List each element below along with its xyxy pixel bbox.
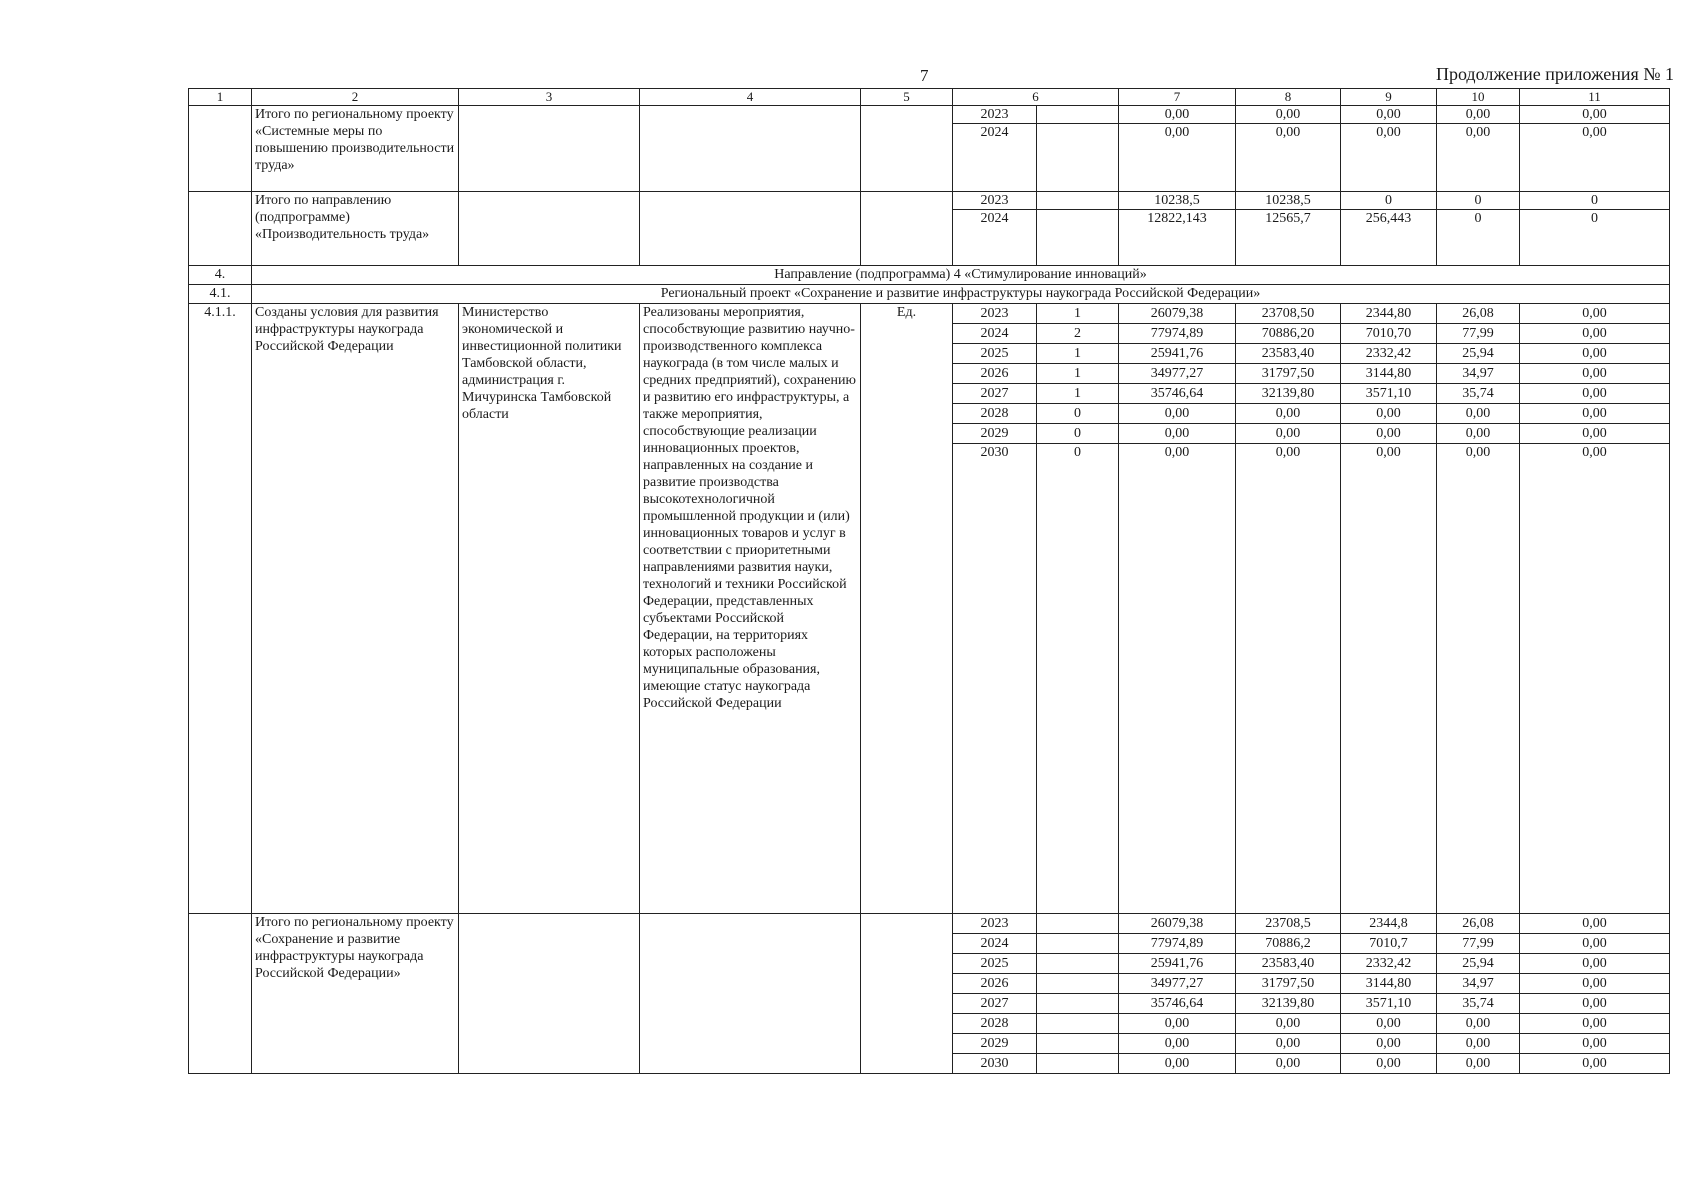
section-row	[189, 266, 1670, 285]
value-cell: 12822,143	[1119, 210, 1236, 266]
header-cell: 9	[1341, 89, 1437, 106]
value-cell: 0,00	[1520, 364, 1670, 384]
value-cell: 0,00	[1437, 1054, 1520, 1074]
value-cell: 0,00	[1520, 344, 1670, 364]
page-number: 7	[920, 66, 929, 85]
value-cell: 0,00	[1119, 1014, 1236, 1034]
value-cell: 0,00	[1236, 424, 1341, 444]
value-cell: 0,00	[1520, 934, 1670, 954]
unit-cell	[861, 914, 953, 1074]
year-cell: 2025	[953, 954, 1037, 974]
qty-cell	[1037, 1034, 1119, 1054]
row-title-cell: Итого по направлению (подпрограмме) «Производительность труда»	[252, 192, 459, 266]
value-cell: 0,00	[1236, 106, 1341, 124]
qty-cell: 1	[1037, 304, 1119, 324]
value-cell: 0,00	[1437, 1034, 1520, 1054]
value-cell: 0,00	[1520, 304, 1670, 324]
section-number: 4.1.	[189, 285, 252, 304]
value-cell: 0,00	[1520, 106, 1670, 124]
header-cell: 2	[252, 89, 459, 106]
value-cell: 25941,76	[1119, 954, 1236, 974]
data-table	[188, 88, 1670, 1074]
value-cell: 0,00	[1437, 424, 1520, 444]
value-cell: 35746,64	[1119, 994, 1236, 1014]
value-cell: 32139,80	[1236, 384, 1341, 404]
value-cell: 12565,7	[1236, 210, 1341, 266]
qty-cell	[1037, 1054, 1119, 1074]
data-table-container	[188, 88, 1670, 1074]
qty-cell: 0	[1037, 424, 1119, 444]
value-cell: 34977,27	[1119, 974, 1236, 994]
section-row	[189, 285, 1670, 304]
value-cell: 23583,40	[1236, 344, 1341, 364]
value-cell: 0,00	[1520, 384, 1670, 404]
header-cell: 10	[1437, 89, 1520, 106]
header-cell: 5	[861, 89, 953, 106]
value-cell: 26,08	[1437, 304, 1520, 324]
value-cell: 2344,80	[1341, 304, 1437, 324]
value-cell: 0,00	[1119, 404, 1236, 424]
qty-cell: 1	[1037, 344, 1119, 364]
value-cell: 0,00	[1236, 1054, 1341, 1074]
value-cell: 70886,2	[1236, 934, 1341, 954]
row-title-cell: Итого по региональному проекту «Системные меры по повышению производительности труда»	[252, 106, 459, 192]
year-cell: 2027	[953, 994, 1037, 1014]
section-title: Региональный проект «Сохранение и развитие инфраструктуры наукограда Российской Федерации»	[252, 285, 1670, 304]
value-cell: 77,99	[1437, 324, 1520, 344]
qty-cell	[1037, 1014, 1119, 1034]
value-cell: 26079,38	[1119, 914, 1236, 934]
value-cell: 256,443	[1341, 210, 1437, 266]
qty-cell	[1037, 934, 1119, 954]
value-cell: 0,00	[1119, 424, 1236, 444]
value-cell: 35,74	[1437, 384, 1520, 404]
value-cell: 0,00	[1236, 1014, 1341, 1034]
value-cell: 77974,89	[1119, 934, 1236, 954]
header-cell: 7	[1119, 89, 1236, 106]
value-cell: 25941,76	[1119, 344, 1236, 364]
value-cell: 0,00	[1520, 324, 1670, 344]
value-cell: 0,00	[1341, 1034, 1437, 1054]
value-cell: 23708,50	[1236, 304, 1341, 324]
value-cell: 31797,50	[1236, 364, 1341, 384]
value-cell: 0,00	[1520, 1014, 1670, 1034]
table-row	[189, 304, 1670, 324]
value-cell: 0,00	[1119, 1054, 1236, 1074]
year-cell: 2028	[953, 1014, 1037, 1034]
section-title: Направление (подпрограмма) 4 «Стимулирование инноваций»	[252, 266, 1670, 285]
value-cell: 2344,8	[1341, 914, 1437, 934]
value-cell: 0,00	[1520, 954, 1670, 974]
value-cell: 0,00	[1520, 424, 1670, 444]
value-cell: 0,00	[1341, 424, 1437, 444]
value-cell: 0,00	[1341, 404, 1437, 424]
value-cell: 0,00	[1236, 1034, 1341, 1054]
value-cell: 0,00	[1520, 124, 1670, 192]
value-cell: 0,00	[1520, 1034, 1670, 1054]
row-number-cell	[189, 106, 252, 192]
value-cell: 0,00	[1520, 974, 1670, 994]
value-cell: 3144,80	[1341, 364, 1437, 384]
qty-cell	[1037, 974, 1119, 994]
year-cell: 2023	[953, 304, 1037, 324]
unit-cell	[861, 106, 953, 192]
header-cell: 6	[953, 89, 1119, 106]
value-cell: 10238,5	[1236, 192, 1341, 210]
value-cell: 0,00	[1119, 124, 1236, 192]
value-cell: 23708,5	[1236, 914, 1341, 934]
table-row	[189, 192, 1670, 210]
value-cell: 0,00	[1437, 1014, 1520, 1034]
year-cell: 2025	[953, 344, 1037, 364]
value-cell: 7010,70	[1341, 324, 1437, 344]
qty-cell	[1037, 106, 1119, 124]
value-cell: 31797,50	[1236, 974, 1341, 994]
value-cell: 34,97	[1437, 364, 1520, 384]
year-cell: 2030	[953, 1054, 1037, 1074]
qty-cell	[1037, 124, 1119, 192]
row-title-cell: Созданы условия для развития инфраструктуры наукограда Российской Федерации	[252, 304, 459, 914]
value-cell: 23583,40	[1236, 954, 1341, 974]
value-cell: 0,00	[1437, 444, 1520, 914]
year-cell: 2023	[953, 192, 1037, 210]
value-cell: 77974,89	[1119, 324, 1236, 344]
value-cell: 0	[1437, 210, 1520, 266]
qty-cell	[1037, 192, 1119, 210]
header-cell: 4	[640, 89, 861, 106]
row-number-cell	[189, 192, 252, 266]
header-cell: 11	[1520, 89, 1670, 106]
value-cell: 0	[1437, 192, 1520, 210]
value-cell: 0,00	[1520, 914, 1670, 934]
value-cell: 26079,38	[1119, 304, 1236, 324]
value-cell: 0,00	[1119, 106, 1236, 124]
unit-cell	[861, 192, 953, 266]
responsible-cell	[459, 192, 640, 266]
header-cell: 1	[189, 89, 252, 106]
value-cell: 0,00	[1341, 1054, 1437, 1074]
value-cell: 0,00	[1236, 124, 1341, 192]
value-cell: 0,00	[1520, 404, 1670, 424]
header-row	[189, 89, 1670, 106]
value-cell: 25,94	[1437, 954, 1520, 974]
value-cell: 0	[1520, 210, 1670, 266]
row-number-cell: 4.1.1.	[189, 304, 252, 914]
qty-cell: 0	[1037, 404, 1119, 424]
row-number-cell	[189, 914, 252, 1074]
year-cell: 2024	[953, 210, 1037, 266]
qty-cell	[1037, 954, 1119, 974]
value-cell: 26,08	[1437, 914, 1520, 934]
qty-cell: 1	[1037, 384, 1119, 404]
value-cell: 3144,80	[1341, 974, 1437, 994]
value-cell: 0,00	[1437, 106, 1520, 124]
qty-cell: 0	[1037, 444, 1119, 914]
qty-cell: 2	[1037, 324, 1119, 344]
year-cell: 2023	[953, 914, 1037, 934]
value-cell: 0,00	[1341, 444, 1437, 914]
value-cell: 34,97	[1437, 974, 1520, 994]
result-cell: Реализованы мероприятия, способствующие развитию научно-производственного комплекса наукограда (в том числе малых и средних предприятий), сохранению и развитию его инфраструктуры, а также мероприятия, способствующие реализации инновационных проектов, направленных на создание и развитие производства высокотехнологичной промышленной продукции и (или) инновационных товаров и услуг в соответствии с приоритетными направлениями развития науки, технологий и техники Российской Федерации, представленных субъектами Российской Федерации, на территориях которых расположены муниципальные образования, имеющие статус наукограда Российской Федерации	[640, 304, 861, 914]
value-cell: 35,74	[1437, 994, 1520, 1014]
value-cell: 77,99	[1437, 934, 1520, 954]
year-cell: 2024	[953, 324, 1037, 344]
value-cell: 34977,27	[1119, 364, 1236, 384]
value-cell: 0,00	[1341, 124, 1437, 192]
responsible-cell: Министерство экономической и инвестиционной политики Тамбовской области, администрация г. Мичуринска Тамбовской области	[459, 304, 640, 914]
value-cell: 0,00	[1437, 124, 1520, 192]
value-cell: 0,00	[1236, 444, 1341, 914]
value-cell: 10238,5	[1119, 192, 1236, 210]
value-cell: 0,00	[1520, 994, 1670, 1014]
year-cell: 2029	[953, 424, 1037, 444]
header-cell: 3	[459, 89, 640, 106]
result-cell	[640, 106, 861, 192]
value-cell: 0	[1341, 192, 1437, 210]
year-cell: 2023	[953, 106, 1037, 124]
value-cell: 0,00	[1341, 106, 1437, 124]
year-cell: 2024	[953, 934, 1037, 954]
qty-cell	[1037, 914, 1119, 934]
value-cell: 3571,10	[1341, 384, 1437, 404]
year-cell: 2026	[953, 364, 1037, 384]
qty-cell	[1037, 994, 1119, 1014]
section-number: 4.	[189, 266, 252, 285]
value-cell: 32139,80	[1236, 994, 1341, 1014]
header-cell: 8	[1236, 89, 1341, 106]
year-cell: 2030	[953, 444, 1037, 914]
qty-cell	[1037, 210, 1119, 266]
value-cell: 0,00	[1520, 444, 1670, 914]
responsible-cell	[459, 914, 640, 1074]
row-title-cell: Итого по региональному проекту «Сохранение и развитие инфраструктуры наукограда Российской Федерации»	[252, 914, 459, 1074]
value-cell: 0,00	[1236, 404, 1341, 424]
table-row	[189, 106, 1670, 124]
result-cell	[640, 914, 861, 1074]
year-cell: 2024	[953, 124, 1037, 192]
continuation-label: Продолжение приложения № 1	[1435, 64, 1674, 84]
year-cell: 2026	[953, 974, 1037, 994]
value-cell: 0,00	[1341, 1014, 1437, 1034]
qty-cell: 1	[1037, 364, 1119, 384]
unit-cell: Ед.	[861, 304, 953, 914]
value-cell: 2332,42	[1341, 954, 1437, 974]
value-cell: 0,00	[1437, 404, 1520, 424]
value-cell: 2332,42	[1341, 344, 1437, 364]
value-cell: 25,94	[1437, 344, 1520, 364]
value-cell: 0	[1520, 192, 1670, 210]
year-cell: 2028	[953, 404, 1037, 424]
responsible-cell	[459, 106, 640, 192]
year-cell: 2027	[953, 384, 1037, 404]
value-cell: 0,00	[1119, 444, 1236, 914]
value-cell: 3571,10	[1341, 994, 1437, 1014]
value-cell: 0,00	[1119, 1034, 1236, 1054]
value-cell: 0,00	[1520, 1054, 1670, 1074]
value-cell: 70886,20	[1236, 324, 1341, 344]
value-cell: 35746,64	[1119, 384, 1236, 404]
table-row	[189, 914, 1670, 934]
result-cell	[640, 192, 861, 266]
year-cell: 2029	[953, 1034, 1037, 1054]
value-cell: 7010,7	[1341, 934, 1437, 954]
